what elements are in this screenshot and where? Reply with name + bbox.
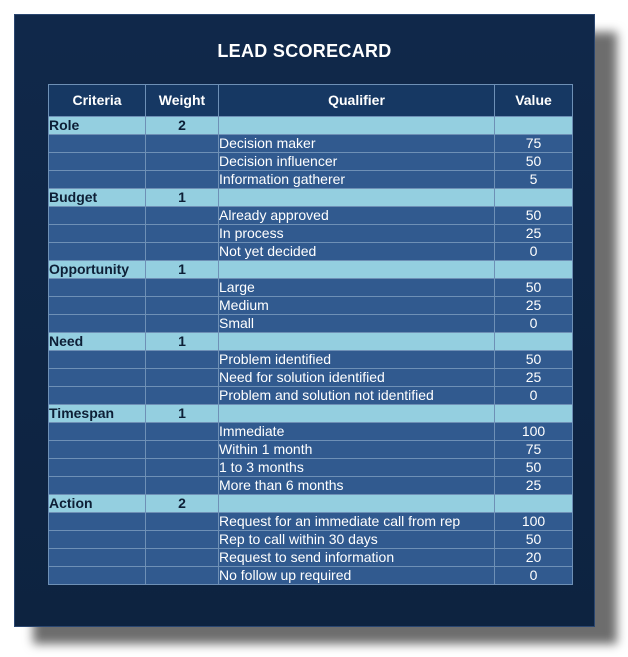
header-criteria: Criteria <box>49 85 146 117</box>
qualifier-row <box>49 369 573 387</box>
category-weight: 1 <box>146 333 219 351</box>
qualifier-text: No follow up required <box>219 567 495 585</box>
qualifier-criteria-empty <box>49 135 146 153</box>
qualifier-text: 1 to 3 months <box>219 459 495 477</box>
category-value-empty <box>495 117 573 135</box>
category-qualifier-empty <box>219 405 495 423</box>
scorecard-card <box>14 14 595 627</box>
qualifier-value: 25 <box>495 369 573 387</box>
qualifier-value: 0 <box>495 315 573 333</box>
qualifier-value: 50 <box>495 351 573 369</box>
qualifier-weight-empty <box>146 351 219 369</box>
qualifier-value: 20 <box>495 549 573 567</box>
qualifier-text: Decision maker <box>219 135 495 153</box>
qualifier-value: 100 <box>495 423 573 441</box>
qualifier-value: 100 <box>495 513 573 531</box>
qualifier-criteria-empty <box>49 531 146 549</box>
qualifier-text: Request to send information <box>219 549 495 567</box>
qualifier-weight-empty <box>146 207 219 225</box>
qualifier-text: Small <box>219 315 495 333</box>
qualifier-criteria-empty <box>49 279 146 297</box>
qualifier-row <box>49 531 573 549</box>
category-row <box>49 495 573 513</box>
header-weight: Weight <box>146 85 219 117</box>
qualifier-text: Large <box>219 279 495 297</box>
qualifier-weight-empty <box>146 297 219 315</box>
qualifier-row <box>49 279 573 297</box>
qualifier-value: 0 <box>495 387 573 405</box>
category-value-empty <box>495 333 573 351</box>
scorecard-table <box>48 84 573 585</box>
qualifier-value: 50 <box>495 279 573 297</box>
category-criteria: Role <box>49 117 146 135</box>
category-value-empty <box>495 189 573 207</box>
header-row <box>49 85 573 117</box>
qualifier-criteria-empty <box>49 297 146 315</box>
qualifier-row <box>49 423 573 441</box>
qualifier-criteria-empty <box>49 423 146 441</box>
category-weight: 2 <box>146 117 219 135</box>
category-weight: 2 <box>146 495 219 513</box>
category-criteria: Timespan <box>49 405 146 423</box>
qualifier-criteria-empty <box>49 477 146 495</box>
category-weight: 1 <box>146 405 219 423</box>
qualifier-value: 5 <box>495 171 573 189</box>
qualifier-weight-empty <box>146 423 219 441</box>
qualifier-criteria-empty <box>49 315 146 333</box>
category-value-empty <box>495 261 573 279</box>
qualifier-value: 50 <box>495 207 573 225</box>
qualifier-text: Not yet decided <box>219 243 495 261</box>
category-criteria: Need <box>49 333 146 351</box>
qualifier-criteria-empty <box>49 387 146 405</box>
category-qualifier-empty <box>219 117 495 135</box>
qualifier-text: Need for solution identified <box>219 369 495 387</box>
qualifier-weight-empty <box>146 531 219 549</box>
qualifier-row <box>49 351 573 369</box>
category-weight: 1 <box>146 261 219 279</box>
qualifier-row <box>49 513 573 531</box>
qualifier-weight-empty <box>146 387 219 405</box>
header-value: Value <box>495 85 573 117</box>
category-row <box>49 405 573 423</box>
qualifier-weight-empty <box>146 225 219 243</box>
qualifier-weight-empty <box>146 513 219 531</box>
qualifier-text: Immediate <box>219 423 495 441</box>
qualifier-criteria-empty <box>49 567 146 585</box>
qualifier-weight-empty <box>146 153 219 171</box>
scorecard-body <box>49 117 573 585</box>
qualifier-row <box>49 315 573 333</box>
qualifier-weight-empty <box>146 315 219 333</box>
qualifier-criteria-empty <box>49 351 146 369</box>
qualifier-value: 25 <box>495 297 573 315</box>
qualifier-criteria-empty <box>49 549 146 567</box>
qualifier-value: 75 <box>495 441 573 459</box>
qualifier-row <box>49 207 573 225</box>
category-weight: 1 <box>146 189 219 207</box>
category-value-empty <box>495 405 573 423</box>
header-qualifier: Qualifier <box>219 85 495 117</box>
qualifier-value: 0 <box>495 243 573 261</box>
qualifier-row <box>49 171 573 189</box>
category-qualifier-empty <box>219 261 495 279</box>
qualifier-row <box>49 225 573 243</box>
qualifier-value: 25 <box>495 225 573 243</box>
category-value-empty <box>495 495 573 513</box>
category-criteria: Budget <box>49 189 146 207</box>
qualifier-criteria-empty <box>49 459 146 477</box>
qualifier-value: 50 <box>495 531 573 549</box>
qualifier-row <box>49 459 573 477</box>
category-qualifier-empty <box>219 495 495 513</box>
qualifier-weight-empty <box>146 279 219 297</box>
qualifier-text: Problem and solution not identified <box>219 387 495 405</box>
qualifier-criteria-empty <box>49 441 146 459</box>
qualifier-criteria-empty <box>49 513 146 531</box>
category-row <box>49 189 573 207</box>
qualifier-value: 25 <box>495 477 573 495</box>
qualifier-text: Already approved <box>219 207 495 225</box>
category-criteria: Opportunity <box>49 261 146 279</box>
qualifier-criteria-empty <box>49 171 146 189</box>
category-criteria: Action <box>49 495 146 513</box>
category-qualifier-empty <box>219 333 495 351</box>
qualifier-weight-empty <box>146 369 219 387</box>
qualifier-text: Request for an immediate call from rep <box>219 513 495 531</box>
qualifier-criteria-empty <box>49 207 146 225</box>
qualifier-weight-empty <box>146 441 219 459</box>
scorecard-title: LEAD SCORECARD <box>217 41 392 61</box>
qualifier-text: Problem identified <box>219 351 495 369</box>
qualifier-text: In process <box>219 225 495 243</box>
qualifier-row <box>49 549 573 567</box>
qualifier-row <box>49 243 573 261</box>
qualifier-weight-empty <box>146 459 219 477</box>
qualifier-value: 0 <box>495 567 573 585</box>
qualifier-weight-empty <box>146 549 219 567</box>
qualifier-text: Within 1 month <box>219 441 495 459</box>
category-row <box>49 117 573 135</box>
qualifier-row <box>49 387 573 405</box>
qualifier-row <box>49 567 573 585</box>
qualifier-row <box>49 135 573 153</box>
qualifier-row <box>49 477 573 495</box>
qualifier-weight-empty <box>146 135 219 153</box>
qualifier-row <box>49 297 573 315</box>
qualifier-value: 50 <box>495 459 573 477</box>
qualifier-weight-empty <box>146 477 219 495</box>
qualifier-criteria-empty <box>49 243 146 261</box>
category-row <box>49 333 573 351</box>
qualifier-value: 50 <box>495 153 573 171</box>
qualifier-text: Medium <box>219 297 495 315</box>
category-row <box>49 261 573 279</box>
qualifier-row <box>49 441 573 459</box>
qualifier-criteria-empty <box>49 225 146 243</box>
category-qualifier-empty <box>219 189 495 207</box>
qualifier-text: More than 6 months <box>219 477 495 495</box>
qualifier-weight-empty <box>146 171 219 189</box>
qualifier-weight-empty <box>146 243 219 261</box>
qualifier-text: Decision influencer <box>219 153 495 171</box>
qualifier-text: Information gatherer <box>219 171 495 189</box>
qualifier-criteria-empty <box>49 153 146 171</box>
qualifier-weight-empty <box>146 567 219 585</box>
qualifier-row <box>49 153 573 171</box>
qualifier-text: Rep to call within 30 days <box>219 531 495 549</box>
qualifier-value: 75 <box>495 135 573 153</box>
qualifier-criteria-empty <box>49 369 146 387</box>
